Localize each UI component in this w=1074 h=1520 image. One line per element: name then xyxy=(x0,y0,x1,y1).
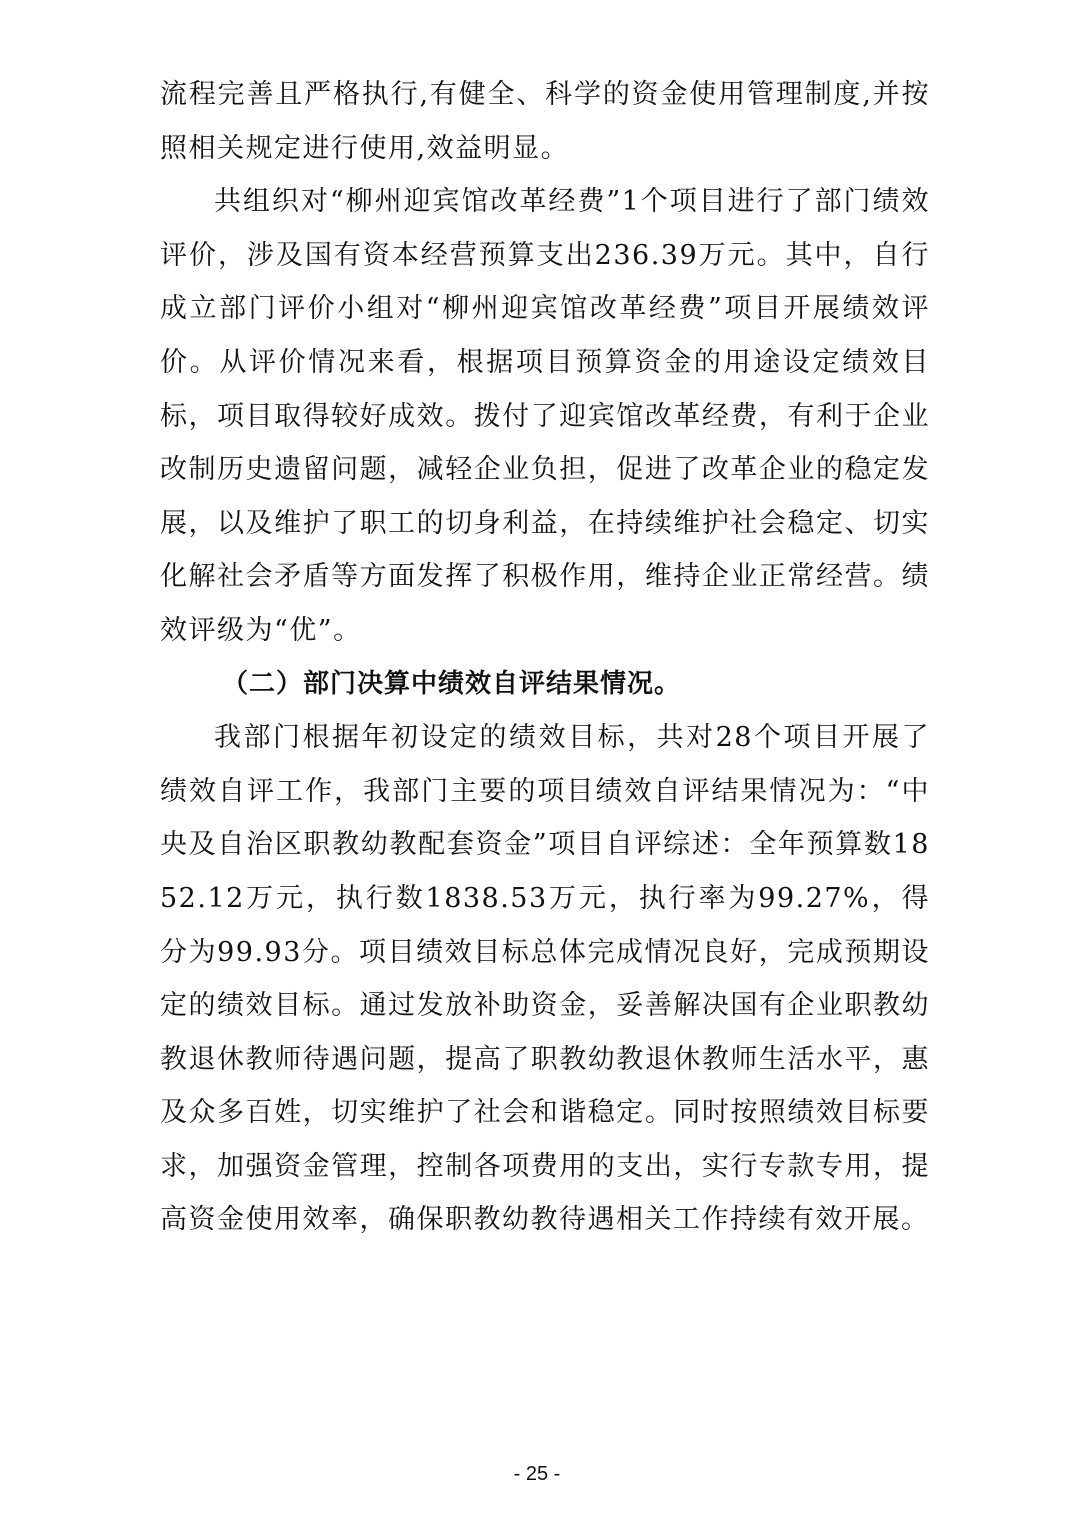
page-number: - 25 - xyxy=(513,1463,561,1485)
paragraph-continuation: 流程完善且严格执行,有健全、科学的资金使用管理制度,并按照相关规定进行使用,效益明显。 xyxy=(160,79,930,164)
document-body xyxy=(160,68,930,1247)
section-heading: （二）部门决算中绩效自评结果情况。 xyxy=(222,668,682,699)
paragraph-performance-evaluation: 共组织对“柳州迎宾馆改革经费”1个项目进行了部门绩效评价，涉及国有资本经营预算支出236.39万元。其中，自行成立部门评价小组对“柳州迎宾馆改革经费”项目开展绩效评价。从评价情况来看，根据项目预算资金的用途设定绩效目标，项目取得较好成效。拨付了迎宾馆改革经费，有利于企业改制历史遗留问题，减轻企业负担，促进了改革企业的稳定发展，以及维护了职工的切身利益，在持续维护社会稳定、切实化解社会矛盾等方面发挥了积极作用，维持企业正常经营。绩效评级为“优”。 xyxy=(160,186,930,646)
paragraph-self-evaluation: 我部门根据年初设定的绩效目标，共对28个项目开展了绩效自评工作，我部门主要的项目绩效自评结果情况为：“中央及自治区职教幼教配套资金”项目自评综述：全年预算数1852.12万元，执行数1838.53万元，执行率为99.27%，得分为99.93分。项目绩效目标总体完成情况良好，完成预期设定的绩效目标。通过发放补助资金，妥善解决国有企业职教幼教退休教师待遇问题，提高了职教幼教退休教师生活水平，惠及众多百姓，切实维护了社会和谐稳定。同时按照绩效目标要求，加强资金管理，控制各项费用的支出，实行专款专用，提高资金使用效率，确保职教幼教待遇相关工作持续有效开展。 xyxy=(160,722,930,1236)
